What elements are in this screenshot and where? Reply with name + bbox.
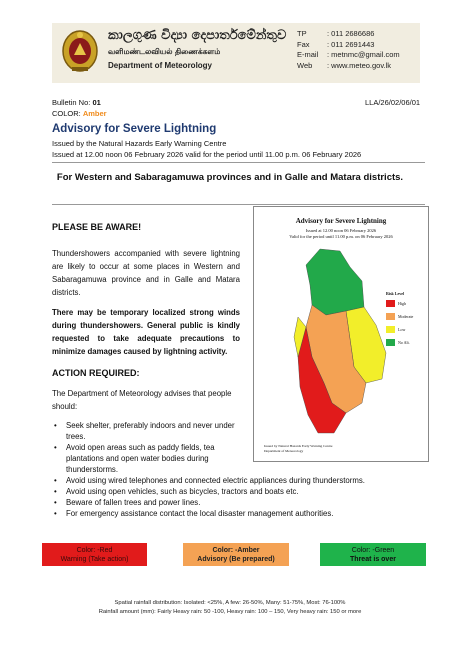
list-item: • Avoid using open vehicles, such as bicycles, tractors and boats etc. — [52, 486, 365, 497]
issued-at: Issued at 12.00 noon 06 February 2026 valid for the period until 11.00 p.m. 06 February 2026 — [52, 150, 362, 159]
contact-block — [297, 29, 400, 71]
contact-email: E-mail : metnmc@gmail.com — [297, 50, 400, 59]
legend-item-moderate: Moderate — [386, 313, 413, 320]
aware-heading: PLEASE BE AWARE! — [52, 222, 142, 232]
bulletin-number: Bulletin No: 01 — [52, 98, 101, 107]
footer-distribution: Spatial rainfall distribution: Isolated: <25%, A few: 26-50%, Many: 51-75%, Most: 76-100% — [114, 600, 346, 606]
legend-title: Risk Level — [386, 291, 405, 296]
bulletin-ref: LLA/26/02/06/01 — [365, 98, 421, 107]
color-key-green: Color: -Green Threat is over — [320, 543, 426, 566]
list-item: • Seek shelter, preferably indoors and never under trees. — [52, 420, 242, 442]
action-heading: ACTION REQUIRED: — [52, 368, 140, 378]
footer-rainfall: Rainfall amount (mm): Fairly Heavy rain: 50 -100, Heavy rain: 100 – 150, Very heavy rain: 150 or more — [98, 609, 362, 615]
map-region-north — [306, 249, 364, 315]
bulletin-color: COLOR: Amber — [52, 109, 107, 118]
list-item: • Beware of fallen trees and power lines. — [52, 497, 365, 508]
map-legend — [386, 291, 413, 352]
contact-fax: Fax : 011 2691443 — [297, 39, 375, 49]
precaution-paragraph: There may be temporary localized strong winds during thundershowers. General public is kindly requested to take adequate precautions to minimize damages caused by lightning activity. — [52, 308, 240, 356]
divider — [52, 204, 425, 205]
issued-by: Issued by the Natural Hazards Early Warning Centre — [52, 139, 227, 148]
map-valid: Valid for the period until 11.00 p.m. on 06 February 2026 — [289, 234, 393, 239]
list-item: • Avoid open areas such as paddy fields, tea plantations and open water bodies during thunderstorms. — [52, 442, 242, 475]
advisory-paragraph: Thundershowers accompanied with severe lightning are likely to occur at some places in Western and Sabaragamuwa province and in Galle and Matara districts. — [52, 249, 240, 297]
government-emblem-icon — [60, 27, 100, 77]
legend-item-high: High — [386, 300, 413, 307]
color-key-red: Color: -Red Warning (Take action) — [42, 543, 147, 566]
org-name-sinhala: කාලගුණ විද්‍යා දෙපාර්තමේන්තුව — [108, 28, 287, 43]
legend-item-no-alert: No Alt. — [386, 339, 413, 346]
map-issued: Issued at 12.00 noon 06 February 2026 — [305, 228, 377, 233]
org-name-tamil: வளிமண்டலவியல் திணைக்களம் — [108, 47, 221, 56]
legend-item-low: Low — [386, 326, 413, 333]
map-footer: Issued by Natural Hazards Early Warning Centre Department of Meteorology — [264, 444, 333, 453]
advisory-title: Advisory for Severe Lightning — [52, 123, 217, 135]
divider — [52, 162, 425, 163]
contact-tp: TP : 011 2686686 — [297, 29, 375, 38]
risk-map — [253, 206, 429, 462]
map-title: Advisory for Severe Lightning — [295, 217, 387, 225]
color-key-amber: Color: -Amber Advisory (Be prepared) — [183, 543, 289, 566]
list-item: • For emergency assistance contact the local disaster management authorities. — [52, 508, 365, 519]
org-name-english: Department of Meteorology — [108, 61, 213, 70]
contact-web: Web : www.meteo.gov.lk — [297, 60, 392, 70]
region-heading: For Western and Sabaragamuwa provinces and in Galle and Matara districts. — [56, 172, 404, 183]
list-item: • Avoid using wired telephones and connected electric appliances during thunderstorms. — [52, 475, 365, 486]
letterhead — [52, 23, 420, 83]
action-intro: The Department of Meteorology advises that people should: — [52, 389, 232, 411]
